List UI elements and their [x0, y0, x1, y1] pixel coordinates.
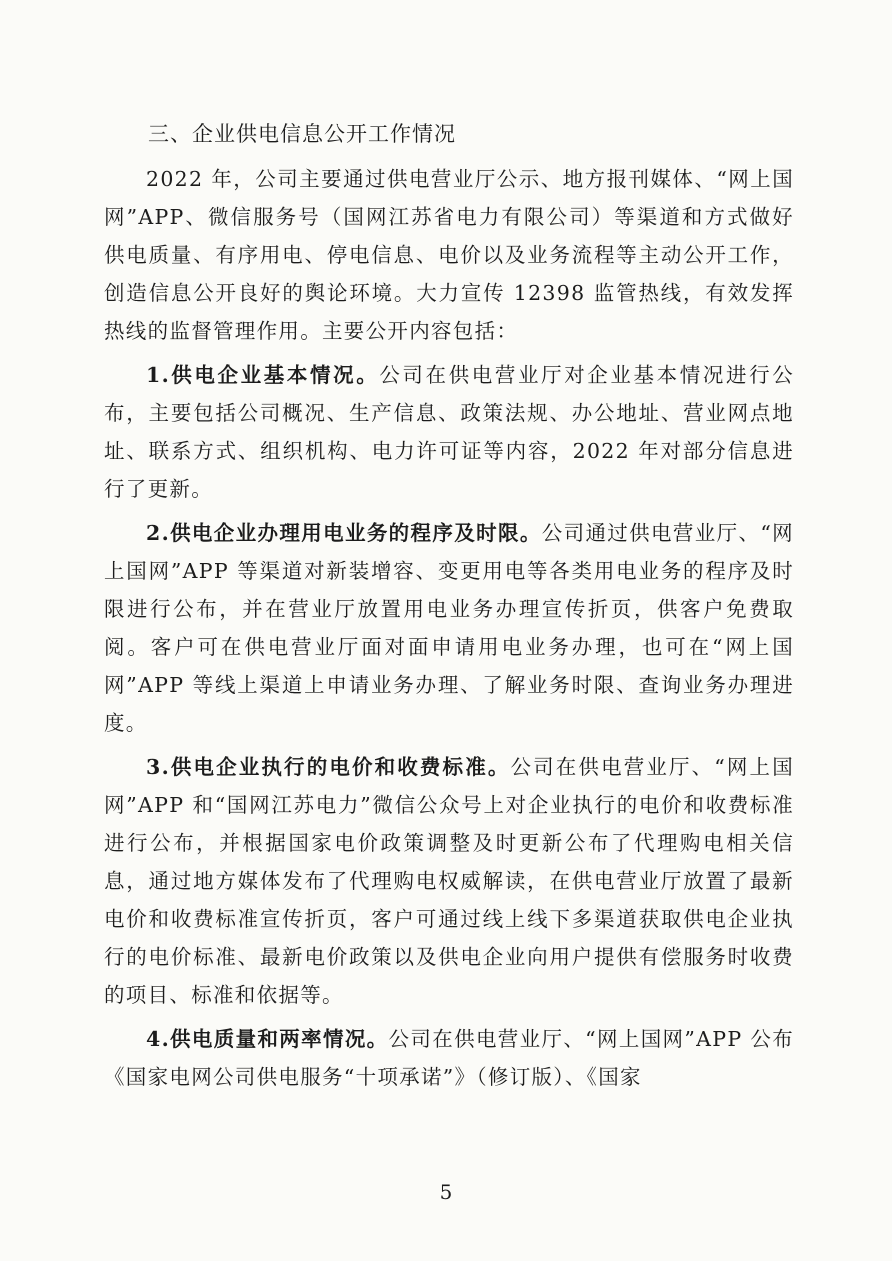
- paragraph-intro: [104, 160, 794, 350]
- section-title: 三、企业供电信息公开工作情况: [148, 122, 456, 146]
- paragraph-item-4: [104, 1020, 794, 1096]
- paragraph-text: 公司通过供电营业厅、“网上国网”APP 等渠道对新装增容、变更用电等各类用电业务的程序及时限进行公布，并在营业厅放置用电业务办理宣传折页，供客户免费取阅。客户可在供电营业厅面对面申请用电业务办理，也可在“网上国网”APP 等线上渠道上申请业务办理、了解业务时限、查询业务办理进度。: [104, 521, 794, 735]
- paragraph-text: 2022 年，公司主要通过供电营业厅公示、地方报刊媒体、“网上国网”APP、微信服务号（国网江苏省电力有限公司）等渠道和方式做好供电质量、有序用电、停电信息、电价以及业务流程等主动公开工作，创造信息公开良好的舆论环境。大力宣传 12398 监管热线，有效发挥热线的监督管理作用。主要公开内容包括：: [104, 167, 794, 343]
- page-number: 5: [439, 1180, 453, 1204]
- paragraph-lead: 4.供电质量和两率情况。: [146, 1027, 389, 1051]
- paragraph-lead: 2.供电企业办理用电业务的程序及时限。: [146, 521, 542, 545]
- paragraph-lead: 1.供电企业基本情况。: [146, 363, 380, 387]
- paragraph-text: 公司在供电营业厅、“网上国网”APP 和“国网江苏电力”微信公众号上对企业执行的电价和收费标准进行公布，并根据国家电价政策调整及时更新公布了代理购电相关信息，通过地方媒体发布了代理购电权威解读，在供电营业厅放置了最新电价和收费标准宣传折页，客户可通过线上线下多渠道获取供电企业执行的电价标准、最新电价政策以及供电企业向用户提供有偿服务时收费的项目、标准和依据等。: [104, 755, 794, 1007]
- paragraph-item-1: [104, 356, 794, 508]
- page-body: [104, 118, 794, 1096]
- paragraph-text: 公司在供电营业厅、“网上国网”APP 公布《国家电网公司供电服务“十项承诺”》（修订版）、《国家: [104, 1027, 794, 1089]
- paragraph-item-3: [104, 748, 794, 1014]
- paragraph-item-2: [104, 514, 794, 742]
- paragraph-lead: 3.供电企业执行的电价和收费标准。: [146, 755, 511, 779]
- paragraph-text: 公司在供电营业厅对企业基本情况进行公布，主要包括公司概况、生产信息、政策法规、办公地址、营业网点地址、联系方式、组织机构、电力许可证等内容，2022 年对部分信息进行了更新。: [104, 363, 794, 501]
